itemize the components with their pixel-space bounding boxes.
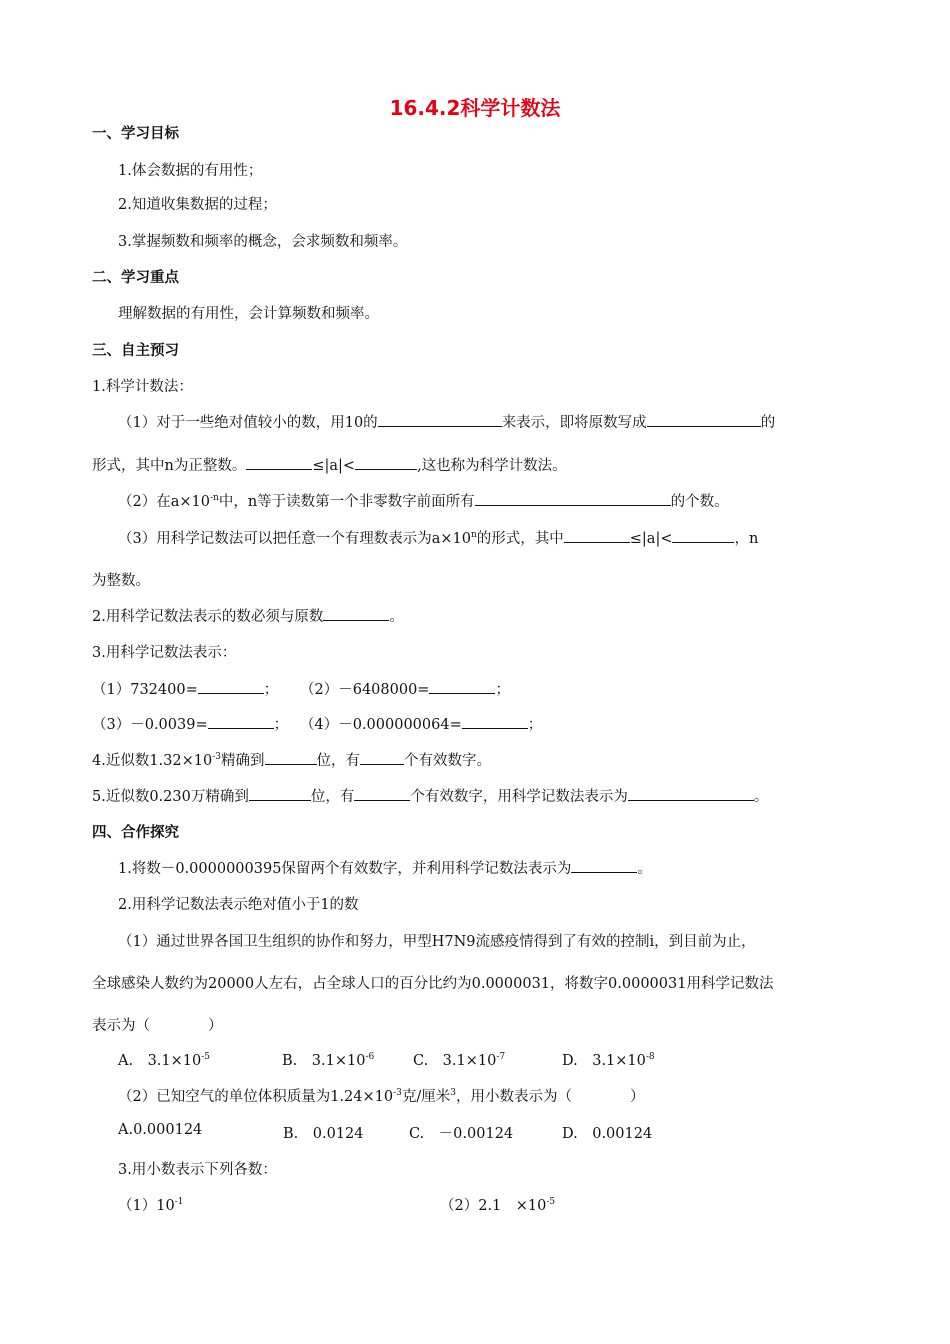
text: 。 [637, 861, 652, 877]
text: 精确到 [221, 753, 265, 769]
text: 位，有 [316, 753, 361, 769]
text: （1）对于一些绝对值较小的数，用10的 [118, 415, 378, 431]
blank [265, 750, 317, 765]
option-d [562, 1049, 655, 1070]
focus-text: 理解数据的有用性，会计算频数和频率。 [118, 306, 379, 322]
text: ,这也称为科学计数法。 [417, 458, 567, 474]
text: ； [273, 717, 289, 733]
superscript: -5 [201, 1052, 211, 1063]
question-3-item-1 [92, 678, 278, 699]
text: 中，n等于读数第一个非零数字前面所有 [218, 494, 475, 510]
text: ； [495, 682, 510, 698]
blank [475, 491, 671, 506]
option-d: D. 0.00124 [562, 1126, 653, 1142]
section-heading-focus: 二、学习重点 [92, 270, 179, 286]
text: 位，有 [310, 789, 355, 805]
question-3-item-3 [92, 713, 288, 734]
blank [198, 679, 264, 694]
superscript: -1 [174, 1197, 184, 1208]
question-4-line [92, 749, 491, 770]
blank [672, 528, 734, 543]
text: 的个数。 [670, 494, 729, 510]
superscript: -n [209, 493, 219, 504]
blank [208, 714, 274, 729]
text: 。 [389, 609, 404, 625]
text: C. 3.1×10 [413, 1053, 497, 1069]
question-1-2-line [118, 490, 729, 511]
text: （2）在a×10 [118, 494, 210, 510]
text: （2）－6408000= [300, 682, 430, 698]
text: 的 [760, 415, 776, 431]
question-1-1-line [118, 411, 775, 432]
question-1: 1.科学计数法： [92, 379, 193, 395]
text: （3）－0.0039= [92, 717, 208, 733]
blank [564, 528, 630, 543]
question-3-item-2 [300, 678, 510, 699]
text: 4.近似数1.32×10 [92, 753, 213, 769]
text: （1）732400= [92, 682, 198, 698]
option-a [118, 1049, 210, 1070]
text: D. 3.1×10 [562, 1053, 646, 1069]
section-heading-preview: 三、自主预习 [92, 343, 179, 359]
explore-3-item-1 [118, 1194, 183, 1215]
text: ，用小数表示为（ ） [456, 1089, 645, 1105]
text: ； [263, 682, 279, 698]
explore-3-item-2 [440, 1194, 555, 1215]
text: B. 3.1×10 [282, 1053, 366, 1069]
text: 2.用科学记数法表示的数必须与原数 [92, 609, 324, 625]
question-2-line [92, 605, 404, 626]
blank [249, 786, 311, 801]
question-1-3-line2: 为整数。 [92, 573, 150, 589]
explore-2-1-line3: 表示为（ ） [92, 1018, 223, 1034]
blank [571, 858, 637, 873]
explore-2-1-line2: 全球感染人数约为20000人左右，占全球人口的百分比约为0.0000031，将数字0.0000031用科学记数法 [92, 976, 774, 992]
text: 5.近似数0.230万精确到 [92, 789, 249, 805]
question-1-3-line [118, 527, 758, 548]
option-c: C. －0.00124 [409, 1126, 514, 1142]
text: （2）已知空气的单位体积质量为1.24×10 [118, 1089, 394, 1105]
option-c [413, 1049, 505, 1070]
superscript: -3 [393, 1088, 402, 1099]
blank [360, 750, 404, 765]
blank [647, 412, 761, 427]
option-a: A.0.000124 [118, 1122, 203, 1138]
option-b [282, 1049, 374, 1070]
superscript: 3 [450, 1088, 457, 1099]
blank [628, 786, 754, 801]
explore-2-1-line1: （1）通过世界各国卫生组织的协作和努力，甲型H7N9流感疫情得到了有效的控制i，到目前为止， [118, 934, 756, 950]
blank [246, 455, 312, 470]
page-title: 16.4.2科学计数法 [389, 96, 561, 120]
text: ，n [734, 531, 759, 547]
blank [378, 412, 502, 427]
text: ； [527, 717, 543, 733]
question-3: 3.用科学记数法表示： [92, 645, 237, 661]
section-heading-goals: 一、学习目标 [92, 126, 179, 142]
text: 克/厘米 [401, 1089, 451, 1105]
superscript: -3 [212, 752, 222, 763]
option-b: B. 0.0124 [283, 1126, 364, 1142]
explore-2: 2.用科学记数法表示绝对值小于1的数 [118, 897, 359, 913]
section-heading-explore: 四、合作探究 [92, 825, 179, 841]
superscript: -6 [365, 1052, 375, 1063]
question-5-line [92, 785, 768, 806]
superscript: -8 [645, 1052, 655, 1063]
blank [354, 786, 410, 801]
text: 来表示，即将原数写成 [501, 415, 647, 431]
question-3-item-4 [300, 713, 542, 734]
text: A. 3.1×10 [118, 1053, 202, 1069]
text: 个有效数字，用科学记数法表示为 [410, 789, 628, 805]
text: （1）10 [118, 1198, 175, 1214]
superscript: -5 [546, 1197, 556, 1208]
text: ≤|a|< [312, 458, 356, 474]
blank [355, 455, 417, 470]
explore-1-line [118, 857, 652, 878]
text: 的形式，其中 [476, 531, 564, 547]
text: 。 [753, 789, 769, 805]
blank [429, 679, 495, 694]
superscript: -7 [496, 1052, 506, 1063]
text: 形式，其中n为正整数。 [92, 458, 247, 474]
explore-3: 3.用小数表示下列各数： [118, 1162, 277, 1178]
text: （4）－0.000000064= [300, 717, 462, 733]
text: 1.将数－0.0000000395保留两个有效数字，并利用科学记数法表示为 [118, 861, 572, 877]
blank [323, 606, 389, 621]
text: ≤|a|< [629, 531, 673, 547]
goal-item: 1.体会数据的有用性； [118, 163, 263, 179]
text: 个有效数字。 [404, 753, 492, 769]
goal-item: 2.知道收集数据的过程； [118, 197, 277, 213]
explore-2-2-line [118, 1085, 645, 1106]
text: （2）2.1 ×10 [440, 1198, 547, 1214]
question-1-1-line2 [92, 454, 567, 475]
superscript: n [470, 530, 477, 541]
blank [462, 714, 528, 729]
goal-item: 3.掌握频数和频率的概念，会求频数和频率。 [118, 234, 408, 250]
text: （3）用科学记数法可以把任意一个有理数表示为a×10 [118, 531, 471, 547]
